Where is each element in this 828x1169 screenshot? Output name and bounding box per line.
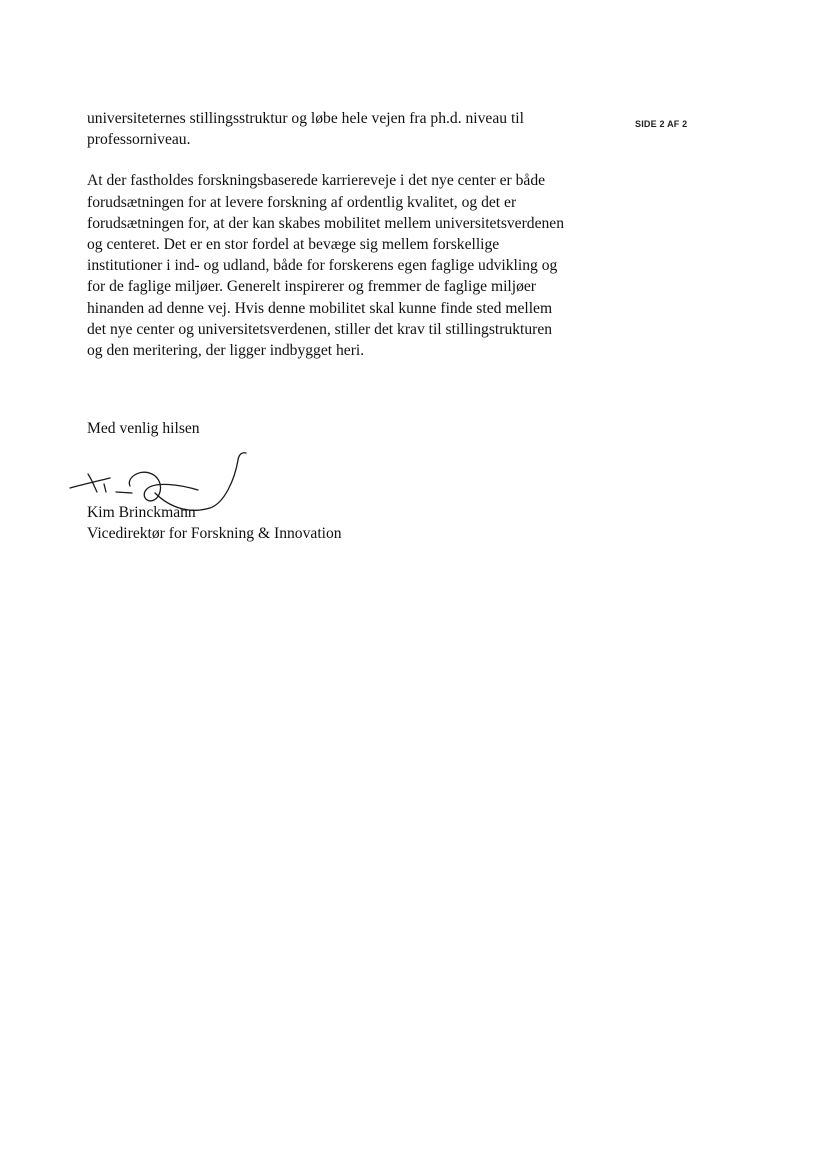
paragraph-2-line-1: At der fastholdes forskningsbaserede karriereveje i det nye center er både bbox=[87, 172, 546, 190]
signature-stroke-loop bbox=[129, 472, 198, 501]
signatory-name: Kim Brinckmann bbox=[87, 504, 196, 521]
paragraph-1-line-2: professorniveau. bbox=[87, 131, 191, 149]
signatory-title: Vicedirektør for Forskning & Innovation bbox=[87, 525, 342, 542]
paragraph-1 bbox=[87, 108, 627, 150]
paragraph-2-line-9: og den meritering, der ligger indbygget heri. bbox=[87, 342, 365, 360]
letter-body bbox=[87, 108, 627, 361]
paragraph-2-line-3: forudsætningen for, at der kan skabes mobilitet mellem universitetsverdenen bbox=[87, 214, 565, 232]
paragraph-2-line-5: institutioner i ind- og udland, både for forskerens egen faglige udvikling og bbox=[87, 257, 558, 275]
paragraph-2 bbox=[87, 170, 627, 361]
page-number-marker: SIDE 2 AF 2 bbox=[635, 119, 688, 129]
paragraph-2-line-7: hinanden ad denne vej. Hvis denne mobilitet skal kunne finde sted mellem bbox=[87, 299, 553, 317]
signature-block bbox=[87, 502, 342, 544]
closing-greeting: Med venlig hilsen bbox=[87, 420, 200, 437]
paragraph-2-line-2: forudsætningen for at levere forskning af ordentlig kvalitet, og det er bbox=[87, 193, 517, 211]
paragraph-2-line-6: for de faglige miljøer. Generelt inspirerer og fremmer de faglige miljøer bbox=[87, 278, 537, 296]
paragraph-2-line-4: og centeret. Det er en stor fordel at bevæge sig mellem forskellige bbox=[87, 236, 500, 254]
paragraph-1-line-1: universiteternes stillingsstruktur og løbe hele vejen fra ph.d. niveau til bbox=[87, 110, 524, 127]
signature-stroke-i bbox=[104, 484, 106, 492]
paragraph-2-line-8: det nye center og universitetsverdenen, stiller det krav til stillingstrukturen bbox=[87, 320, 553, 338]
signature-stroke-dash bbox=[116, 492, 132, 493]
